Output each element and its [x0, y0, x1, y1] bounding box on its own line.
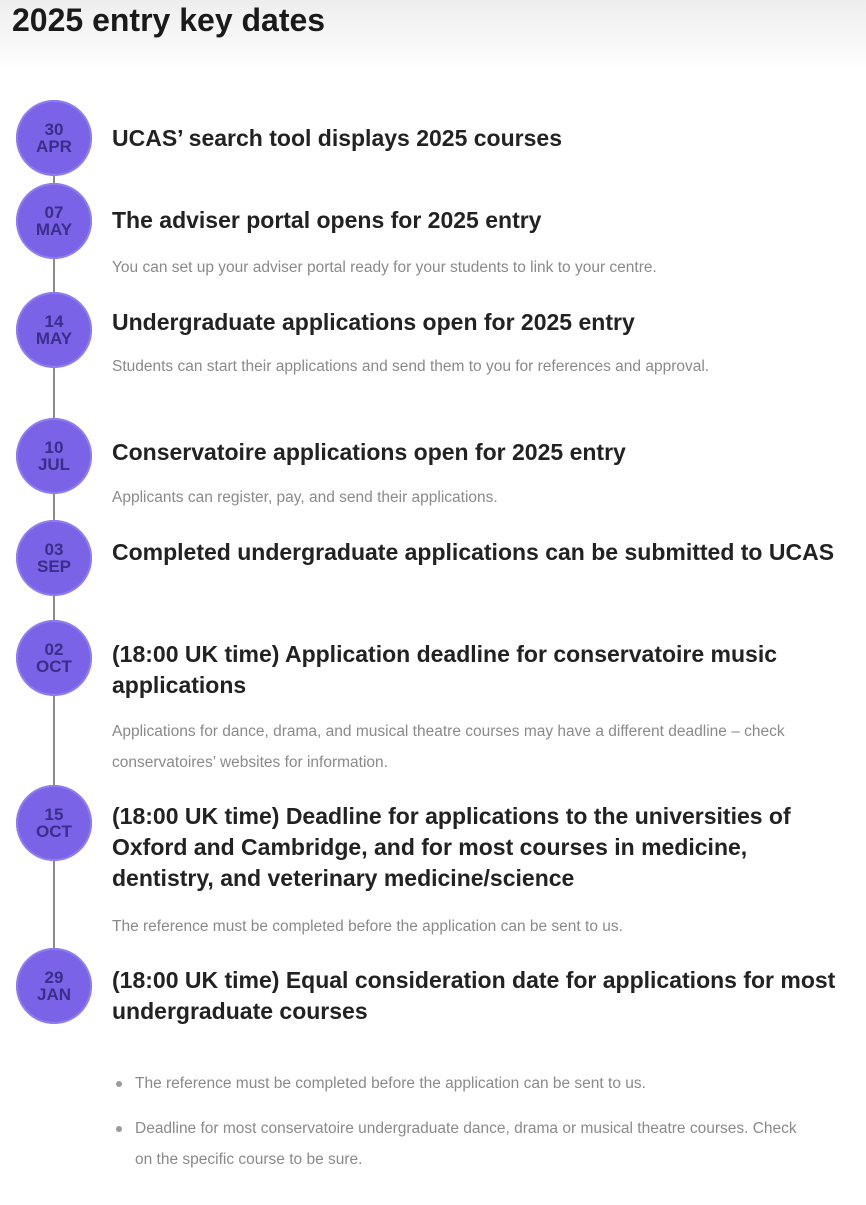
page-title: 2025 entry key dates — [12, 2, 326, 38]
list-item — [112, 1113, 812, 1175]
date-badge-day: 02 — [44, 640, 64, 659]
event-title: (18:00 UK time) Equal consideration date for applications for most undergraduate courses — [112, 967, 836, 1024]
date-badge-month: MAY — [35, 220, 73, 239]
event-bullet-list — [112, 1068, 812, 1189]
date-badge-day: 03 — [44, 540, 64, 559]
date-badge — [16, 183, 92, 259]
date-badge — [16, 520, 92, 596]
event-description: Applicants can register, pay, and send their applications. — [112, 489, 498, 506]
bullet-text: Deadline for most conservatoire undergraduate dance, drama or musical theatre courses. Check on the specific course to be sure. — [135, 1120, 797, 1168]
date-badge-month: SEP — [36, 557, 72, 576]
date-badge-day: 10 — [44, 438, 64, 457]
bullet-dot — [116, 1081, 122, 1087]
date-badge — [16, 100, 92, 176]
date-badge-month: JAN — [36, 985, 71, 1004]
event-description: Applications for dance, drama, and musical theatre courses may have a different deadline – check conservatoires’ websites for information. — [112, 723, 785, 771]
event-title: Completed undergraduate applications can be submitted to UCAS — [112, 539, 835, 565]
bullet-dot — [116, 1126, 122, 1132]
event-description: Students can start their applications and send them to you for references and approval. — [112, 358, 710, 375]
date-badge-day: 29 — [44, 968, 64, 987]
event-description: You can set up your adviser portal ready for your students to link to your centre. — [112, 259, 657, 276]
date-badge — [16, 292, 92, 368]
date-badge-month: APR — [36, 137, 72, 156]
date-badge-day: 15 — [44, 805, 64, 824]
list-item — [112, 1068, 812, 1099]
event-title: (18:00 UK time) Application deadline for conservatoire music applications — [112, 641, 778, 698]
date-badge-day: 07 — [44, 203, 64, 222]
date-badge-month: MAY — [35, 329, 73, 348]
date-badge — [16, 948, 92, 1024]
event-description: The reference must be completed before the application can be sent to us. — [112, 918, 623, 935]
date-badge — [16, 620, 92, 696]
date-badge-day: 30 — [44, 120, 64, 139]
date-badge — [16, 785, 92, 861]
event-title: Conservatoire applications open for 2025 entry — [112, 439, 626, 465]
event-title: UCAS’ search tool displays 2025 courses — [112, 125, 562, 151]
event-title: (18:00 UK time) Deadline for applications to the universities of Oxford and Cambridge, and for most courses in medicine, dentistry, and veterinary medicine/science — [112, 803, 791, 891]
event-title: The adviser portal opens for 2025 entry — [112, 207, 542, 233]
event-title: Undergraduate applications open for 2025 entry — [112, 309, 635, 335]
date-badge-month: OCT — [36, 657, 72, 676]
date-badge-day: 14 — [44, 312, 64, 331]
date-badge-month: JUL — [37, 455, 71, 474]
date-badge — [16, 418, 92, 494]
bullet-text: The reference must be completed before the application can be sent to us. — [135, 1075, 646, 1092]
date-badge-month: OCT — [36, 822, 72, 841]
